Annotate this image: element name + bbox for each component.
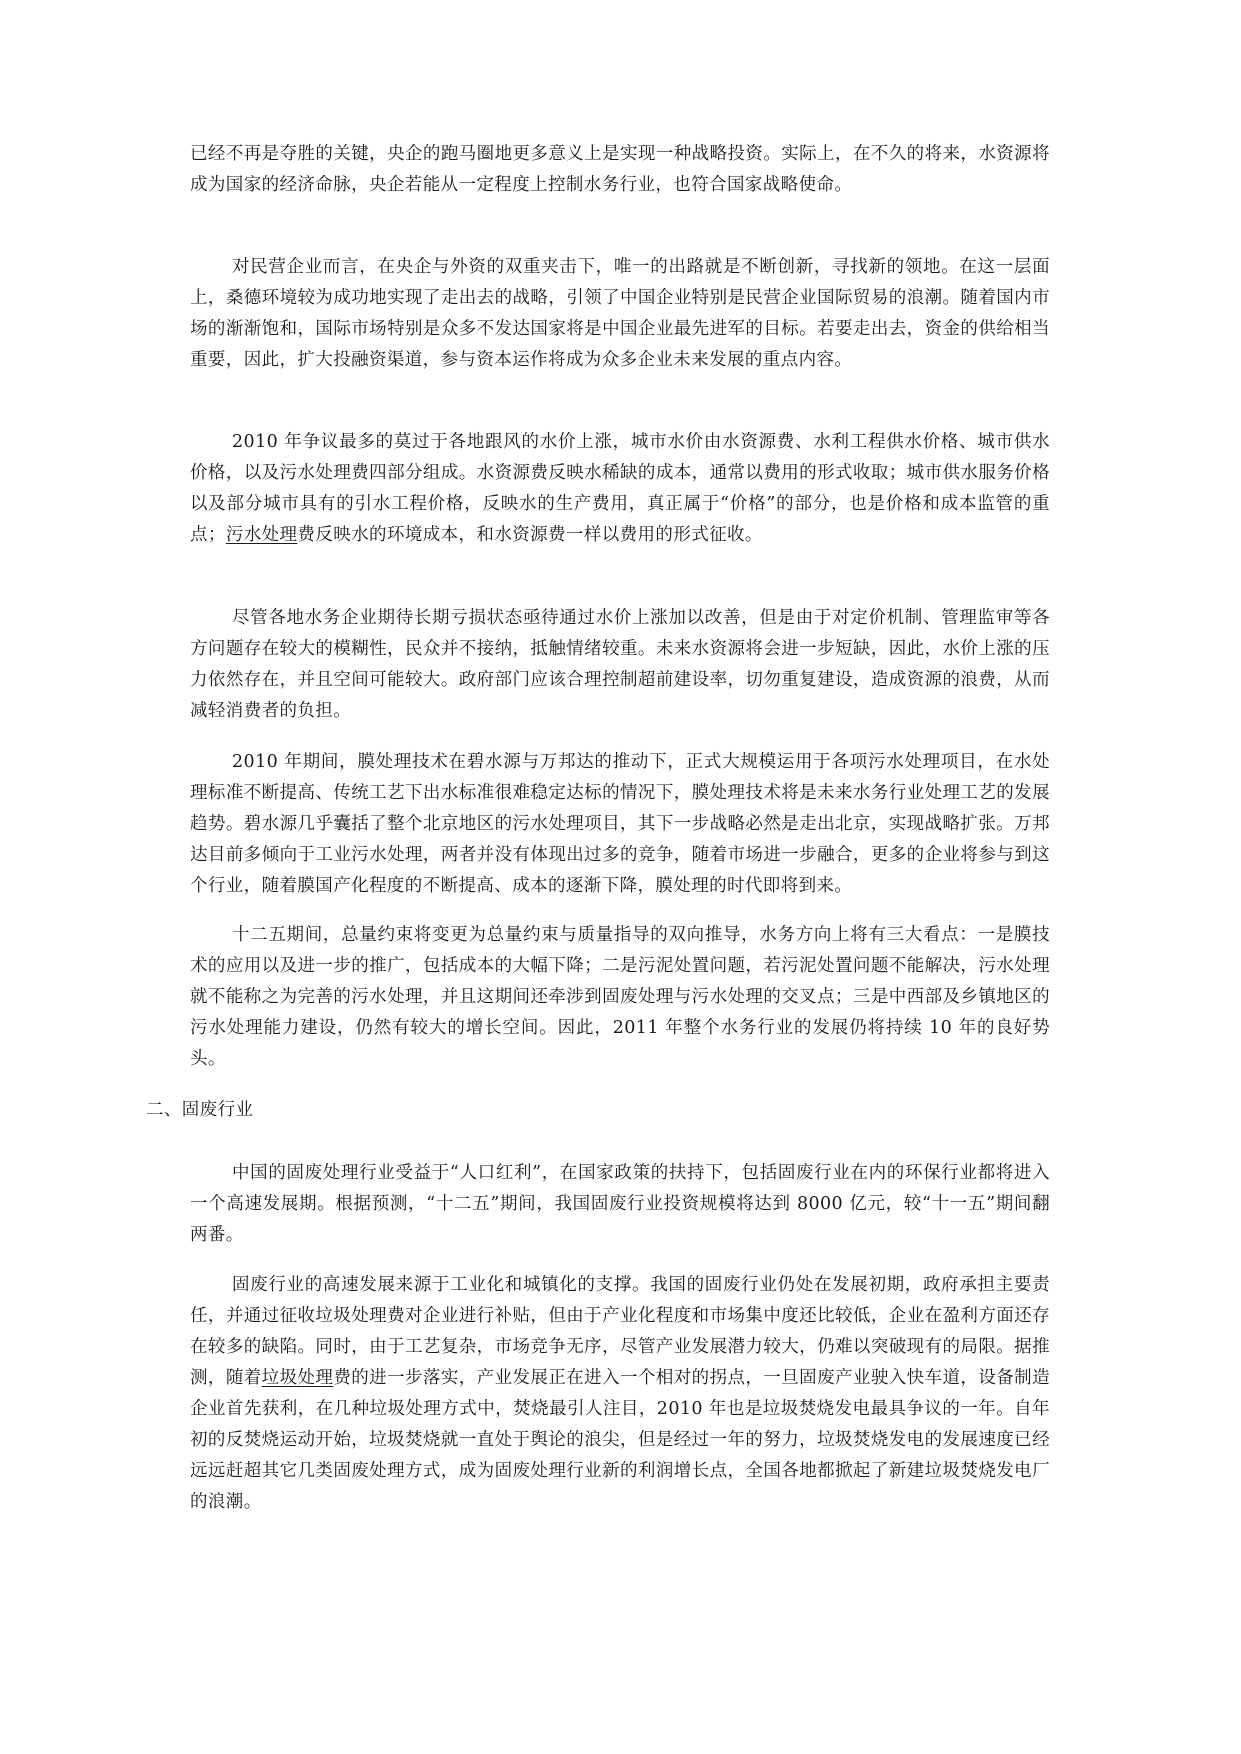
heading-text: 二、固废行业 (146, 1100, 254, 1120)
paragraph-twelfth-five-year (190, 920, 1050, 1075)
paragraph-membrane-technology (190, 747, 1050, 902)
paragraph-private-enterprise (190, 252, 1050, 376)
section-heading-solid-waste (146, 1095, 253, 1126)
paragraph-solid-waste-outlook (190, 1158, 1050, 1251)
paragraph-text: 对民营企业而言，在央企与外资的双重夹击下，唯一的出路就是不断创新，寻找新的领地。在这一层面上，桑德环境较为成功地实现了走出去的战略，引领了中国企业特别是民营企业国际贸易的浪潮。随着国内市场的渐渐饱和，国际市场特别是众多不发达国家将是中国企业最先进军的目标。若要走出去，资金的供给相当重要，因此，扩大投融资渠道，参与资本运作将成为众多企业未来发展的重点内容。 (190, 257, 1050, 370)
paragraph-water-price (190, 427, 1050, 551)
paragraph-text: 已经不再是夺胜的关键，央企的跑马圈地更多意义上是实现一种战略投资。实际上，在不久的将来，水资源将成为国家的经济命脉，央企若能从一定程度上控制水务行业，也符合国家战略使命。 (190, 144, 1050, 195)
paragraph-text: 尽管各地水务企业期待长期亏损状态亟待通过水价上涨加以改善，但是由于对定价机制、管理监审等各方问题存在较大的模糊性，民众并不接纳，抵触情绪较重。未来水资源将会进一步短缺，因此，水价上涨的压力依然存在，并且空间可能较大。政府部门应该合理控制超前建设率，切勿重复建设，造成资源的浪费，从而减轻消费者的负担。 (190, 608, 1050, 721)
garbage-treatment-link[interactable]: 垃圾处理 (261, 1368, 334, 1388)
sewage-treatment-link[interactable]: 污水处理 (225, 525, 298, 545)
paragraph-text: 固废行业的高速发展来源于工业化和城镇化的支撑。我国的固废行业仍处在发展初期，政府承担主要责任，并通过征收垃圾处理费对企业进行补贴，但由于产业化程度和市场集中度还比较低，企业在盈利方面还存在较多的缺陷。同时，由于工艺复杂，市场竞争无序，尽管产业发展潜力较大，仍难以突破现有的局限。据推测，随着 (190, 1275, 1050, 1388)
paragraph-text: 2010 年争议最多的莫过于各地跟风的水价上涨，城市水价由水资源费、水利工程供水价格、城市供水价格，以及污水处理费四部分组成。水资源费反映水稀缺的成本，通常以费用的形式收取；城市供水服务价格以及部分城市具有的引水工程价格，反映水的生产费用，真正属于“价格”的部分，也是价格和成本监管的重点； (190, 432, 1050, 545)
paragraph-text: 2010 年期间，膜处理技术在碧水源与万邦达的推动下，正式大规模运用于各项污水处理项目，在水处理标准不断提高、传统工艺下出水标准很难稳定达标的情况下，膜处理技术将是未来水务行业处理工艺的发展趋势。碧水源几乎囊括了整个北京地区的污水处理项目，其下一步战略必然是走出北京，实现战略扩张。万邦达目前多倾向于工业污水处理，两者并没有体现出过多的竞争，随着市场进一步融合，更多的企业将参与到这个行业，随着膜国产化程度的不断提高、成本的逐渐下降，膜处理的时代即将到来。 (190, 752, 1050, 896)
paragraph-text: 费反映水的环境成本，和水资源费一样以费用的形式征收。 (297, 525, 763, 545)
paragraph-text: 费的进一步落实，产业发展正在进入一个相对的拐点，一旦固废产业驶入快车道，设备制造企业首先获利，在几种垃圾处理方式中，焚烧最引人注目，2010 年也是垃圾焚烧发电最具争议的一年。自年初的反焚烧运动开始，垃圾焚烧就一直处于舆论的浪尖，但是经过一年的努力，垃圾焚烧发电的发展速度已经远远赶超其它几类固废处理方式，成为固废处理行业新的利润增长点，全国各地都掀起了新建垃圾焚烧发电厂的浪潮。 (190, 1368, 1050, 1512)
paragraph-water-enterprise-loss (190, 603, 1050, 727)
paragraph-water-strategy (190, 139, 1050, 201)
paragraph-text: 十二五期间，总量约束将变更为总量约束与质量指导的双向推导，水务方向上将有三大看点：一是膜技术的应用以及进一步的推广，包括成本的大幅下降；二是污泥处置问题，若污泥处置问题不能解决，污水处理就不能称之为完善的污水处理，并且这期间还牵涉到固废处理与污水处理的交叉点；三是中西部及乡镇地区的污水处理能力建设，仍然有较大的增长空间。因此，2011 年整个水务行业的发展仍将持续 10 年的良好势头。 (190, 925, 1050, 1069)
paragraph-text: 中国的固废处理行业受益于“人口红利”，在国家政策的扶持下，包括固废行业在内的环保行业都将进入一个高速发展期。根据预测，“十二五”期间，我国固废行业投资规模将达到 8000 亿元，较“十一五”期间翻两番。 (190, 1163, 1050, 1245)
paragraph-solid-waste-development (190, 1270, 1050, 1518)
